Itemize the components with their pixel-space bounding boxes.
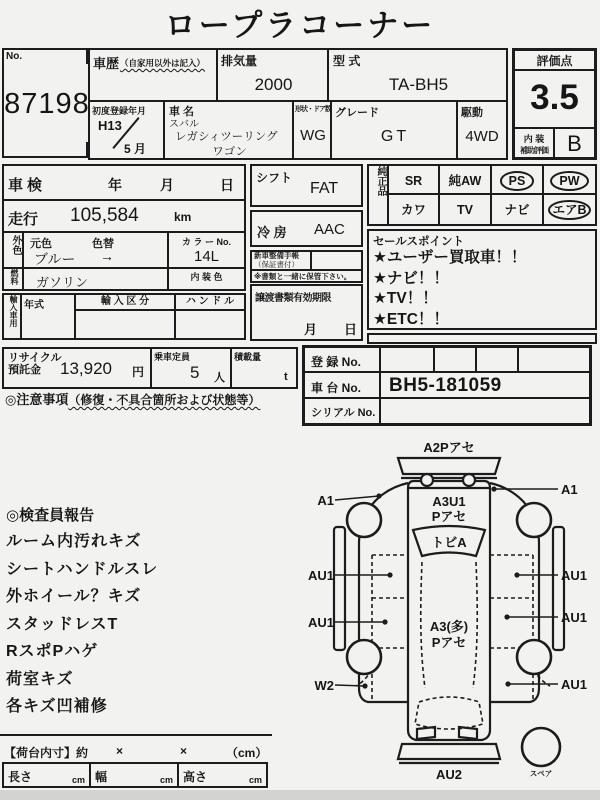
cargo-width-label: 幅: [95, 770, 108, 784]
shaken-label: 車検: [8, 177, 47, 194]
parts-cell-leather: [389, 195, 440, 224]
fuel-row: [4, 269, 244, 289]
front-bumper-shape: [398, 458, 500, 474]
interior-color-cell: [167, 269, 244, 289]
reg-divider: [379, 348, 381, 373]
interior-label-1: 内 装: [523, 134, 545, 144]
spare-tire-circle: [522, 728, 560, 766]
capacity-unit: 人: [214, 372, 225, 384]
parts-leather: カワ: [400, 203, 426, 217]
left-sill-strip: [334, 527, 345, 650]
wheel-rear-right: [517, 640, 551, 674]
service-book-label-1: 新車整備手帳: [254, 251, 299, 260]
exterior-color-row: [4, 233, 244, 269]
grade-value: GT: [380, 128, 410, 145]
sales-point: ★ユーザー買取車！！: [373, 249, 527, 266]
sales-point: ★ETC！！: [373, 310, 449, 328]
diagram-spare-label: スペア: [529, 769, 553, 778]
notes-heading: [5, 389, 260, 408]
recycle-label-1: リサイクル: [8, 352, 62, 364]
report-item: RスポPハゲ: [6, 643, 99, 660]
history-label: 車歴: [93, 56, 120, 71]
parts-navi: ナビ: [504, 203, 530, 217]
model-code-cell: [329, 50, 508, 102]
shaken-year: 年: [108, 177, 122, 193]
grade-cell: [332, 102, 458, 158]
cargo-size-unit: （cm）: [226, 746, 268, 760]
parts-cell-tv: [440, 195, 492, 224]
cargo-width-cell: [91, 764, 179, 786]
color-no-label: カ ラ ー No.: [182, 237, 231, 247]
car-name-cell: [165, 102, 294, 158]
recycle-label-2: 預託金: [8, 364, 41, 376]
capacity-value: 5: [190, 363, 200, 382]
displacement-value: 2000: [254, 75, 293, 94]
serial-no-label: シリアル No.: [311, 407, 376, 419]
import-year-cell: [22, 295, 76, 338]
transfer-day: 日: [344, 322, 358, 337]
cargo-size-table: [2, 762, 268, 788]
diagram-rear-label: AU2: [435, 767, 463, 782]
parts-tv: TV: [457, 203, 473, 217]
wheel-front-left: [347, 503, 381, 537]
reg-divider: [475, 348, 477, 373]
report-item: ルーム内汚れキズ: [6, 533, 142, 550]
notes-heading-main: ◎注意事項: [5, 392, 69, 407]
diagram-roof-label-2: Pアセ: [431, 635, 467, 650]
interior-score-row: [515, 127, 594, 157]
diagram-left-label-au1b: AU1: [307, 615, 334, 630]
drivetrain-label: 駆動: [461, 107, 483, 119]
chassis-no-value: BH5-181059: [389, 375, 502, 396]
first-registration-label: 初度登録年月: [92, 106, 147, 116]
chassis-no-label: 車 台 No.: [311, 381, 361, 395]
first-registration-cell: [90, 102, 165, 158]
score-value: 3.5: [530, 78, 579, 117]
diagram-hood-label-2: Pアセ: [431, 509, 467, 524]
reg-divider: [433, 348, 435, 373]
diagram-right-label-a1: A1: [561, 482, 578, 497]
diagram-right-label-au1b: AU1: [561, 610, 588, 625]
notes-heading-paren: （修復・不具合箇所および状態等）: [68, 393, 261, 407]
diagram-windshield-label: トビA: [431, 535, 467, 550]
displacement-label: 排気量: [221, 54, 258, 68]
cargo-length-unit: cm: [71, 775, 85, 785]
import-year-label: 年式: [24, 300, 44, 311]
mileage-value: 105,584: [70, 205, 139, 226]
registration-table: [302, 345, 592, 426]
capacity-cell: [152, 349, 232, 387]
load-cell: [232, 349, 296, 387]
cargo-size-x2: ×: [180, 744, 188, 758]
reg-divider: [517, 348, 519, 373]
body-type-value: WG: [300, 127, 326, 144]
shift-box: [250, 164, 363, 207]
body-type-label: 形状・ドア数: [295, 106, 331, 113]
car-name-label: 車 名: [169, 106, 195, 118]
taillight-left: [417, 727, 435, 739]
diagram-roof-label-1: A3(多): [429, 619, 469, 634]
first-registration-year: H13: [98, 118, 122, 133]
registration-no-label: 登 録 No.: [311, 355, 361, 369]
shaken-day: 日: [220, 177, 234, 193]
interior-score-value: B: [567, 131, 582, 156]
inspector-report-list: [6, 528, 158, 721]
fuel-label: 燃料: [10, 269, 19, 285]
recycle-unit: 円: [132, 365, 145, 379]
transfer-docs-label: 譲渡書類有効期限: [255, 293, 331, 304]
parts-pw-circled: PW: [550, 171, 588, 191]
sales-point: ★ナビ！！: [373, 269, 449, 287]
fuel-value: ガソリン: [36, 275, 89, 290]
ac-label: 冷 房: [257, 225, 287, 240]
load-unit: t: [284, 371, 288, 383]
lot-number-value: 87198: [4, 88, 90, 120]
report-item: シートハンドルスレ: [6, 560, 159, 578]
lot-number-label: No.: [6, 51, 23, 62]
interior-label-cell: [515, 129, 555, 159]
wheel-front-right: [517, 503, 551, 537]
cargo-size-x1: ×: [116, 744, 124, 758]
cargo-height-cell: [179, 764, 266, 786]
parts-sr: SR: [404, 174, 423, 188]
mileage-unit: km: [174, 210, 192, 224]
shift-label: シフト: [256, 171, 293, 185]
cargo-length-label: 長さ: [8, 770, 33, 784]
ac-value: AAC: [314, 221, 345, 238]
body-type-cell: [294, 102, 332, 158]
car-damage-diagram: [298, 430, 598, 792]
service-book-box: [250, 250, 363, 283]
parts-cell-pw: [544, 166, 595, 195]
fuel-label-cell: [4, 269, 24, 289]
roof-seam-right: [473, 562, 477, 688]
mileage-row: [4, 201, 244, 233]
sales-points-box: [367, 229, 597, 330]
lot-number-box: [2, 48, 88, 158]
cargo-size-line: [4, 744, 284, 760]
report-item: 荷室キズ: [6, 670, 74, 688]
report-item: 外ホイール？キズ: [6, 588, 142, 605]
header-table: [88, 48, 508, 160]
car-model-2: ワゴン: [212, 146, 247, 158]
import-label-cell: [4, 295, 22, 338]
diagram-left-label-a1: A1: [317, 493, 334, 508]
exterior-color-label-cell: [4, 233, 24, 269]
import-class-cell: [76, 295, 176, 338]
displacement-cell: [218, 50, 329, 102]
shift-value: FAT: [310, 180, 339, 197]
history-note: （自家用以外は記入）: [120, 58, 206, 68]
score-box: [512, 48, 597, 160]
keep-note: ※書類と一緒に保管下さい。: [252, 269, 361, 281]
diagram-left-label-w2: W2: [314, 678, 334, 693]
genuine-parts-label-cell: [369, 166, 389, 224]
report-item: スタッドレスT: [6, 615, 119, 633]
color-no-value: 14L: [193, 248, 220, 265]
cargo-width-unit: cm: [159, 775, 173, 785]
photo-bottom-edge: [0, 790, 600, 800]
transfer-month: 月: [304, 322, 318, 337]
parts-ps-circled: PS: [500, 171, 535, 191]
service-book-label-cell: [252, 252, 312, 269]
washer-left: [421, 474, 433, 486]
reg-divider: [379, 373, 381, 399]
diagram-hood-label-1: A3U1: [432, 494, 466, 509]
diagram-front-label: A2Pアセ: [423, 440, 475, 455]
empty-strip-box: [367, 333, 597, 344]
genuine-parts-label: 純正品: [375, 166, 386, 196]
original-color-value: ブルー: [34, 251, 76, 267]
import-class-label: 輸 入 区 分: [76, 295, 174, 311]
vehicle-detail-table: [2, 164, 246, 291]
report-item: 各キズ凹補修: [6, 698, 108, 715]
transfer-docs-box: [250, 284, 363, 341]
sales-points-list: [373, 248, 526, 330]
import-handle-cell: [176, 295, 244, 338]
sheet-title: ロープラコーナー: [164, 8, 436, 43]
import-label: 輸入車用: [9, 295, 18, 327]
parts-cell-navi: [492, 195, 544, 224]
drivetrain-value: 4WD: [465, 128, 499, 145]
service-book-label-2: （保証書付）: [254, 259, 299, 269]
reg-divider: [379, 399, 381, 423]
import-table: [2, 293, 246, 340]
wheel-rear-left: [347, 640, 381, 674]
exterior-color-label: 外色: [10, 235, 21, 255]
parts-cell-ps: [492, 166, 544, 195]
model-code-value: TA-BH5: [388, 75, 449, 94]
cargo-height-label: 高さ: [183, 770, 208, 784]
history-cell: [90, 50, 218, 102]
interior-label-2: 補助評価: [520, 146, 548, 155]
diagram-right-label-au1a: AU1: [561, 568, 588, 583]
diagram-left-label-au1a: AU1: [307, 568, 334, 583]
score-label: 評価点: [515, 51, 594, 71]
interior-color-label: 内 装 色: [190, 272, 223, 282]
shaken-row: [4, 166, 244, 201]
model-code-label: 型 式: [333, 54, 361, 68]
rear-bumper-shape: [398, 744, 500, 759]
recycle-value: 13,920: [60, 359, 112, 378]
color-no-cell: [167, 233, 244, 269]
load-label: 積載量: [234, 352, 262, 362]
registration-row: [305, 348, 589, 373]
recycle-table: [2, 347, 298, 389]
inspector-report-title: ◎検査員報告: [6, 507, 95, 524]
parts-cell-airbag: [544, 195, 595, 224]
parts-cell-sr: [389, 166, 440, 195]
cargo-size-title: 【荷台内寸】約: [4, 746, 89, 760]
roof-seam-left: [421, 562, 425, 688]
ac-box: [250, 210, 363, 247]
parts-airbag-circled: エアB: [548, 200, 590, 220]
first-registration-month: 5 月: [124, 142, 147, 156]
chassis-row: [305, 373, 589, 399]
right-sill-strip: [553, 527, 564, 650]
grade-label: グレード: [335, 107, 379, 119]
cargo-length-cell: [4, 764, 91, 786]
parts-aw: 純AW: [448, 174, 482, 188]
serial-row: [305, 399, 589, 423]
genuine-parts-table: [367, 164, 597, 226]
parts-cell-aw: [440, 166, 492, 195]
washer-right: [463, 474, 475, 486]
import-handle-label: ハ ン ド ル: [176, 295, 244, 311]
mileage-label: 走行: [8, 211, 39, 228]
capacity-label: 乗車定員: [154, 352, 191, 362]
shaken-month: 月: [160, 177, 174, 193]
car-model: レガシィツーリング: [175, 131, 278, 143]
sales-points-title: セールスポイント: [373, 236, 464, 248]
recycle-cell: [4, 349, 152, 387]
color-change-value: →: [100, 248, 114, 264]
cargo-height-unit: cm: [248, 775, 262, 785]
car-maker: スバル: [169, 119, 199, 130]
sales-point: ★TV！！: [373, 290, 438, 307]
color-change-label: 色替: [92, 238, 114, 250]
diagram-right-label-au1c: AU1: [561, 677, 588, 692]
drivetrain-cell: [458, 102, 506, 158]
rear-window-shape: [415, 697, 483, 729]
cargo-section-topline: [0, 734, 272, 736]
original-color-label: 元色: [30, 238, 52, 250]
